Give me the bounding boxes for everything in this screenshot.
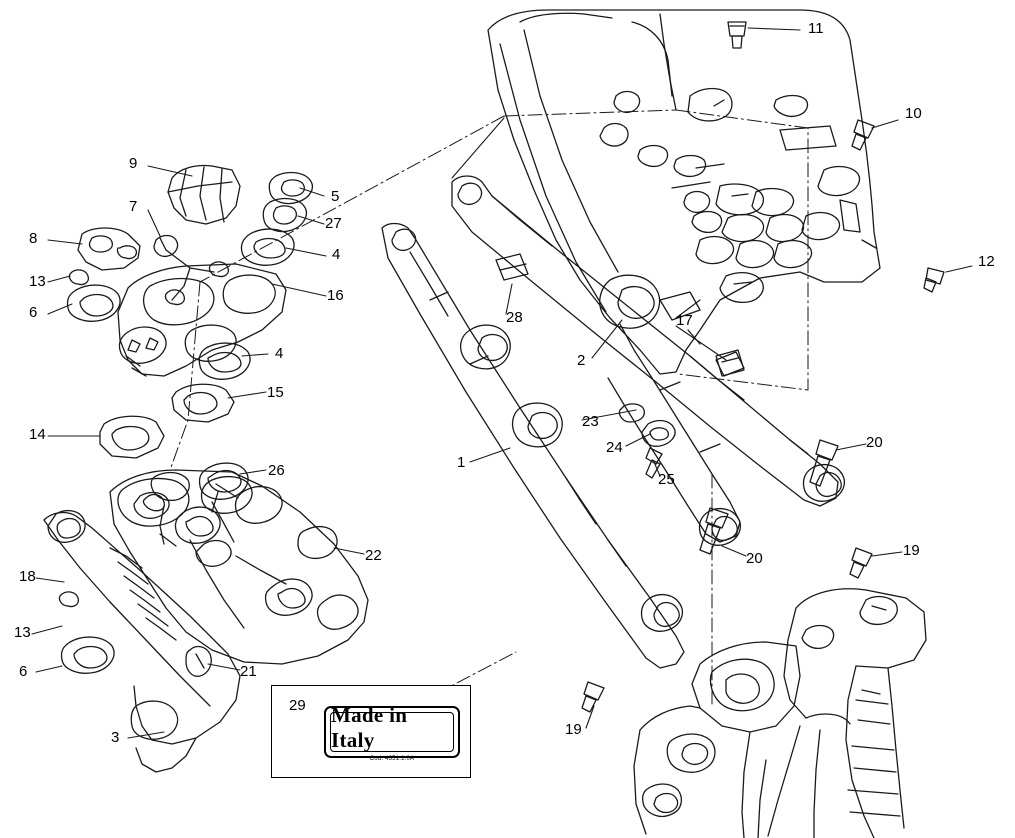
callout-6-upper: 6 xyxy=(29,304,38,321)
callout-7: 7 xyxy=(129,198,138,215)
lower-right-frame xyxy=(634,589,926,838)
callout-13-lower: 13 xyxy=(14,624,31,641)
label-inner-border xyxy=(330,702,454,762)
callout-4-lower: 4 xyxy=(275,345,284,362)
callout-13-upper: 13 xyxy=(29,273,46,290)
callout-23: 23 xyxy=(582,413,599,430)
callout-1: 1 xyxy=(457,454,466,471)
callout-10: 10 xyxy=(905,105,922,122)
callout-21: 21 xyxy=(240,663,257,680)
callout-24: 24 xyxy=(606,439,623,456)
leader-lines xyxy=(32,28,972,738)
callout-9: 9 xyxy=(129,155,138,172)
callout-20-lower: 20 xyxy=(746,550,763,567)
callout-19-right: 19 xyxy=(903,542,920,559)
callout-20-upper: 20 xyxy=(866,434,883,451)
callout-5: 5 xyxy=(331,188,340,205)
center-lines xyxy=(170,110,808,708)
callout-27: 27 xyxy=(325,215,342,232)
callout-3: 3 xyxy=(111,729,120,746)
callout-22: 22 xyxy=(365,547,382,564)
label-text: Made in Italy xyxy=(331,702,408,752)
callout-14: 14 xyxy=(29,426,46,443)
made-in-italy-label xyxy=(324,702,460,762)
subframe-rail-left xyxy=(382,224,684,669)
callout-18: 18 xyxy=(19,568,36,585)
callout-4-upper: 4 xyxy=(332,246,341,263)
callout-6-lower: 6 xyxy=(19,663,28,680)
label-subtext: Cod. 4351.1.0A xyxy=(369,755,415,762)
callout-26: 26 xyxy=(268,462,285,479)
callout-16: 16 xyxy=(327,287,344,304)
callout-29: 29 xyxy=(289,697,306,714)
callout-25: 25 xyxy=(658,471,675,488)
callout-15: 15 xyxy=(267,384,284,401)
callout-19-bottom: 19 xyxy=(565,721,582,738)
callout-8: 8 xyxy=(29,230,38,247)
callout-12: 12 xyxy=(978,253,995,270)
instrument-bracket xyxy=(67,166,312,459)
callout-17: 17 xyxy=(676,312,693,329)
callout-28: 28 xyxy=(506,309,523,326)
callout-2: 2 xyxy=(577,352,586,369)
callout-11: 11 xyxy=(808,20,824,37)
